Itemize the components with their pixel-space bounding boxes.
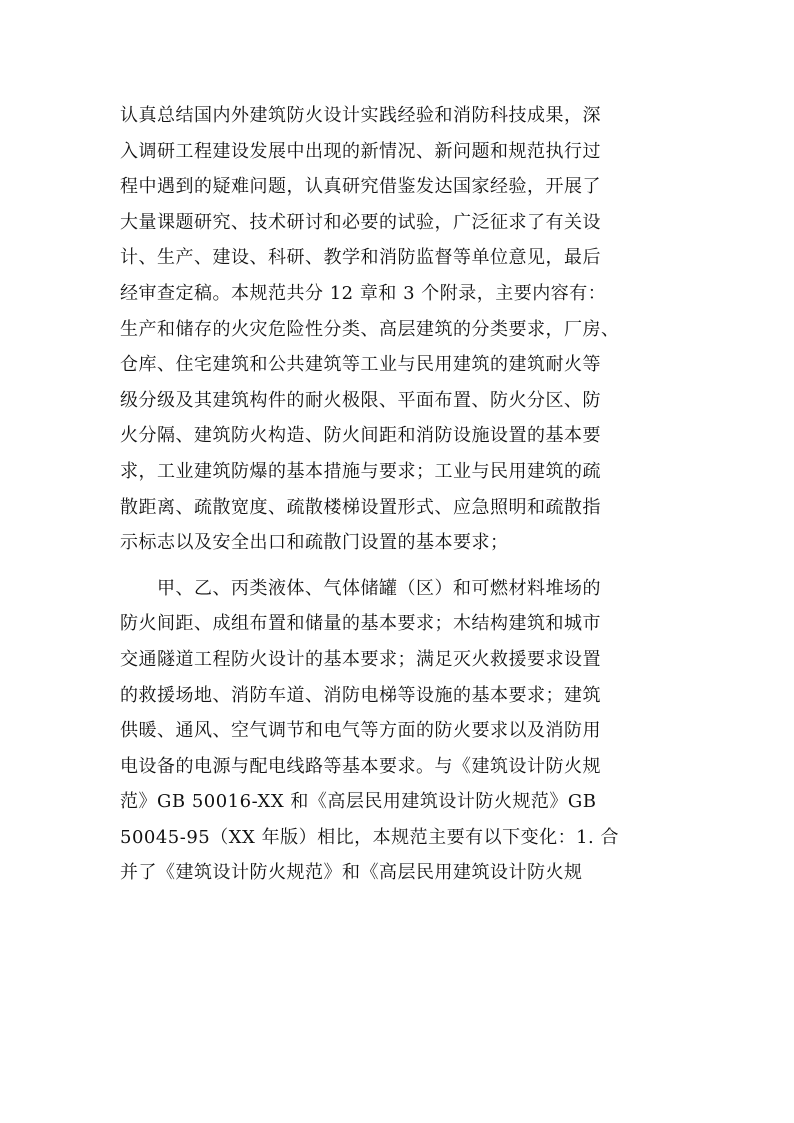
paragraph-2 — [120, 571, 680, 891]
text-line: 级分级及其建筑构件的耐火极限、平面布置、防火分区、防 — [120, 389, 601, 411]
text-line: 散距离、疏散宽度、疏散楼梯设置形式、应急照明和疏散指 — [120, 496, 601, 518]
text-line: 火分隔、建筑防火构造、防火间距和消防设施设置的基本要 — [120, 425, 601, 447]
text-line: 大量课题研究、技术研讨和必要的试验，广泛征求了有关设 — [120, 211, 601, 233]
text-line: 甲、乙、丙类液体、气体储罐（区）和可燃材料堆场的 — [120, 577, 601, 599]
text-line: 50045-95（XX 年版）相比，本规范主要有以下变化：1. 合 — [120, 826, 619, 848]
text-line: 仓库、住宅建筑和公共建筑等工业与民用建筑的建筑耐火等 — [120, 354, 601, 376]
text-line: 程中遇到的疑难问题，认真研究借鉴发达国家经验，开展了 — [120, 176, 601, 198]
paragraph-1 — [120, 98, 680, 561]
text-line: 的救援场地、消防车道、消防电梯等设施的基本要求；建筑 — [120, 684, 601, 706]
text-line: 范》GB 50016-XX 和《高层民用建筑设计防火规范》GB — [120, 791, 597, 813]
text-line: 并了《建筑设计防火规范》和《高层民用建筑设计防火规 — [120, 862, 583, 884]
text-line: 认真总结国内外建筑防火设计实践经验和消防科技成果，深 — [120, 105, 601, 126]
text-line: 求，工业建筑防爆的基本措施与要求；工业与民用建筑的疏 — [120, 460, 601, 482]
text-line: 入调研工程建设发展中出现的新情况、新问题和规范执行过 — [120, 140, 601, 162]
text-line: 示标志以及安全出口和疏散门设置的基本要求； — [120, 532, 509, 554]
text-line: 供暖、通风、空气调节和电气等方面的防火要求以及消防用 — [120, 720, 601, 742]
text-line: 经审查定稿。本规范共分 12 章和 3 个附录，主要内容有： — [120, 282, 607, 304]
paragraph-spacer — [120, 561, 680, 571]
text-line: 电设备的电源与配电线路等基本要求。与《建筑设计防火规 — [120, 755, 601, 777]
text-line: 计、生产、建设、科研、教学和消防监督等单位意见，最后 — [120, 247, 601, 269]
text-line: 交通隧道工程防火设计的基本要求；满足灭火救援要求设置 — [120, 648, 601, 670]
document-body — [120, 98, 680, 891]
text-line: 生产和储存的火灾危险性分类、高层建筑的分类要求，厂房、 — [120, 318, 620, 340]
text-line: 防火间距、成组布置和储量的基本要求；木结构建筑和城市 — [120, 613, 601, 635]
